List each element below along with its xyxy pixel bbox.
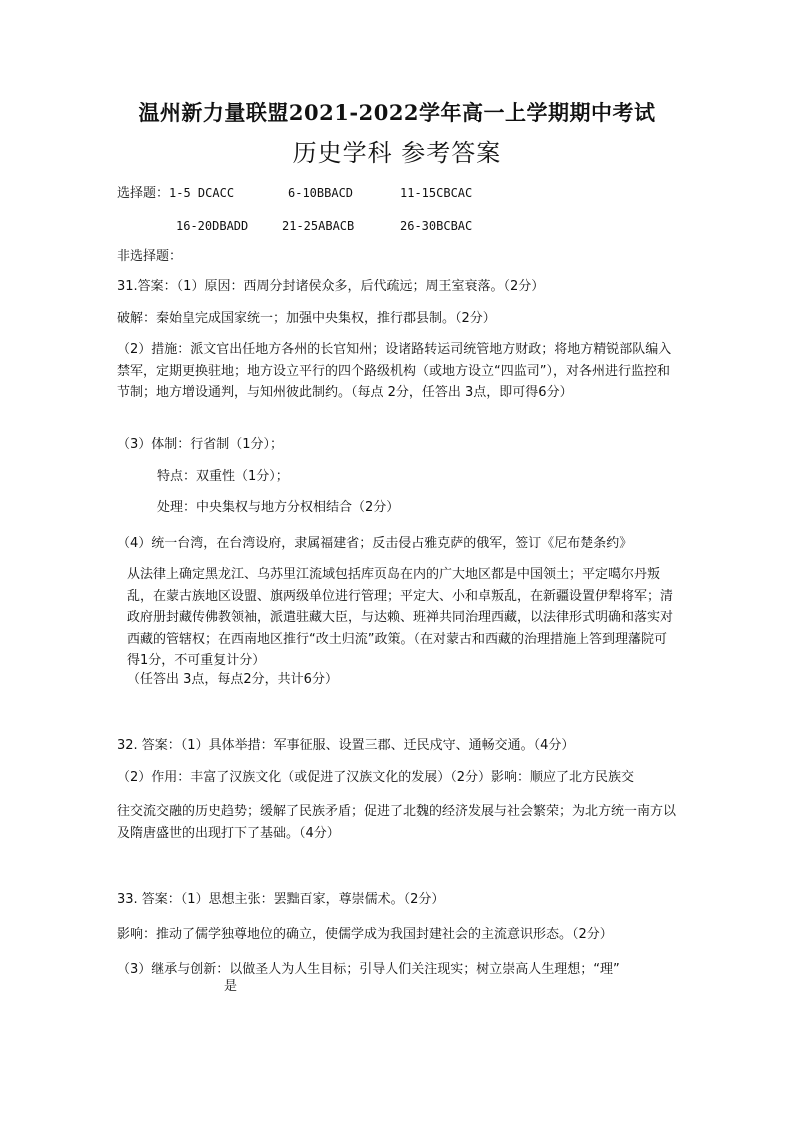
q31-part4-line1: （4）统一台湾，在台湾设府，隶属福建省；反击侵占雅克萨的俄军，签订《尼布楚条约》 [117,536,633,551]
non-choice-label: 非选择题： [117,249,183,264]
choice-answers-26-30: 26-30BCBAC [400,219,473,233]
choice-label: 选择题： [117,186,170,201]
q31-part3-handling: 处理：中央集权与地方分权相结合（2分） [157,500,400,515]
document-title: 温州新力量联盟2021-2022学年高一上学期期中考试 [138,100,656,125]
q31-part2: （2）措施：派文官出任地方各州的长官知州；设诸路转运司统管地方财政；将地方精锐部队编入禁军，定期更换驻地；地方设立平行的四个路级机构（或地方设立“四监司”），对各州进行监控和节制；地方增设通判，与知州彼此制约。（每点 2分，任答出 3点，即可得6分） [117,342,672,400]
q33-part3-line2: 是 [224,979,238,994]
choice-section [117,183,234,204]
q31-part4-scoring: （任答出 3点，每点2分，共计6分） [127,672,338,687]
choice-answers-21-25: 21-25ABACB [282,219,355,233]
q33-part1: 33. 答案：（1）思想主张：罢黜百家，尊崇儒术。（2分） [117,892,445,907]
q33-part1-impact: 影响：推动了儒学独尊地位的确立，使儒学成为我国封建社会的主流意识形态。（2分） [117,927,613,942]
q31-part1-line1: 31.答案：（1）原因：西周分封诸侯众多，后代疏远；周王室衰落。（2分） [117,279,545,294]
choice-answers-6-10: 6-10BBACD [288,186,354,200]
choice-answers-1-5: 1-5 DCACC [169,186,235,200]
q31-part3-feature: 特点：双重性（1分）； [157,469,289,484]
choice-answers-16-20: 16-20DBADD [176,219,249,233]
q31-part4-body: 从法律上确定黑龙江、乌苏里江流域包括库页岛在内的广大地区都是中国领土；平定噶尔丹叛乱，在蒙古族地区设盟、旗两级单位进行管理；平定大、小和卓叛乱，在新疆设置伊犁将军；清政府册封藏传佛教领袖，派遣驻藏大臣，与达赖、班禅共同治理西藏，以法律形式明确和落实对西藏的管辖权；在西南地区推行“改土归流”政策。（在对蒙古和西藏的治理措施上答到理藩院可得1分，不可重复计分） [127,567,674,668]
q32-part2-line1: （2）作用：丰富了汉族文化（或促进了汉族文化的发展）（2分）影响：顺应了北方民族交 [117,770,635,785]
document-subtitle: 历史学科 参考答案 [292,139,502,167]
q32-part2-body: 往交流交融的历史趋势；缓解了民族矛盾；促进了北魏的经济发展与社会繁荣；为北方统一南方以及隋唐盛世的出现打下了基础。（4分） [117,804,677,841]
q32-part1: 32. 答案：（1）具体举措：军事征服、设置三郡、迁民戍守、通畅交通。（4分） [117,738,575,753]
q33-part3-line1: （3）继承与创新：以做圣人为人生目标；引导人们关注现实；树立崇高人生理想；“理” [117,962,620,977]
choice-answers-11-15: 11-15CBCAC [400,186,473,200]
q31-part3-system: （3）体制：行省制（1分）； [117,437,284,452]
q31-part1-line2: 破解：秦始皇完成国家统一；加强中央集权，推行郡县制。（2分） [117,311,496,326]
